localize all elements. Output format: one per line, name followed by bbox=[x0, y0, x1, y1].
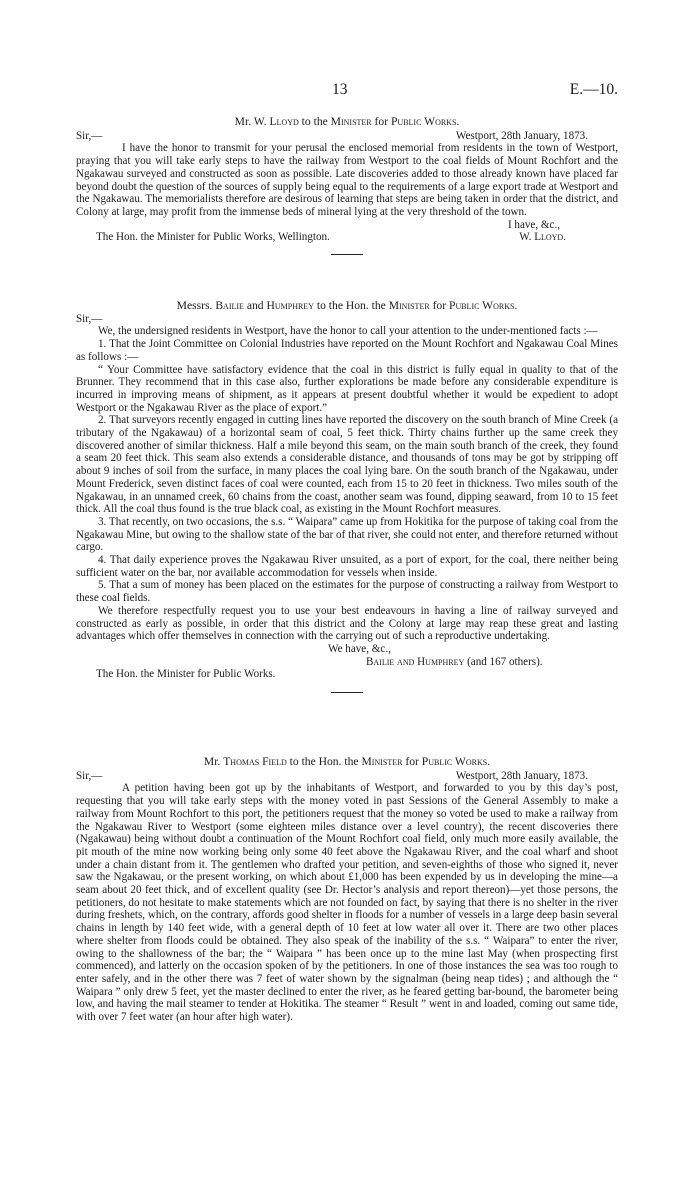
salutation: Sir,— bbox=[76, 312, 103, 325]
salutation-row bbox=[76, 770, 618, 783]
separator-rule bbox=[331, 254, 363, 255]
letter-body: I have the honor to transmit for your perusal the enclosed memorial from residents in the town of Westport, praying that you will take early steps to have the railway from Westport to the coal fields of Mount Rochfort and the Ngakawau surveyed and constructed as soon as possible. Late discoveries added to those already known have placed far beyond doubt the question of the sources of supply being equal to the requirements of a large export trade at Westport and the Ngakawau. The memorialists therefore are desirous of learning that steps are being taken in order that the district, and Colony at large, may profit from the immense beds of mineral lying at the very threshold of the town. bbox=[76, 142, 618, 218]
addressee-row bbox=[76, 231, 618, 244]
salutation-row bbox=[76, 130, 618, 143]
page-number: 13 bbox=[332, 81, 348, 98]
letter-lloyd bbox=[76, 116, 618, 255]
closing: I have, &c., bbox=[507, 218, 560, 231]
letter-bailie-humphrey bbox=[76, 300, 618, 693]
point-1: 1. That the Joint Committee on Colonial Industries have reported on the Mount Rochfort and Ngakawau Coal Mines as follows :— bbox=[76, 338, 618, 363]
letter-title: Messrs. Bailie and Humphrey to the Hon. the Minister for Public Works. bbox=[176, 299, 518, 312]
addressee: The Hon. the Minister for Public Works. bbox=[96, 668, 276, 681]
request-paragraph: We therefore respectfully request you to use your best endeavours in having a line of railway surveyed and constructed as early as possible, in order that this district and the Colony at large may reap these great and lasting advantages which offer themselves in connection with the carrying out of such a reproductive undertaking. bbox=[76, 604, 618, 643]
point-2: 2. That surveyors recently engaged in cutting lines have reported the discovery on the south branch of Mine Creek (a tributary of the Ngakawau) of a horizontal seam of coal, 5 feet thick. Thirty chains further up the same creek they discovered another of similar thickness. Half a mile beyond this seam, on the main south branch of the creek, they found a seam 20 feet thick. This seam also extends a considerable distance, and thousands of tons may be got by stripping off about 9 inches of soil from the surface, in many places the coal lying bare. On the south branch of the Ngakawau, under Mount Frederick, seven distinct faces of coal were counted, each from 15 to 20 feet in thickness. Two miles south of the Ngakawau, in an unnamed creek, 60 chains from the coast, another seam was found, dipping seaward, from 10 to 15 feet thick. All the coal thus found is the true black coal, as existing in the Mount Rochfort measures. bbox=[76, 414, 618, 516]
place-date: Westport, 28th January, 1873. bbox=[455, 129, 588, 142]
separator-rule bbox=[331, 692, 363, 693]
salutation: Sir,— bbox=[76, 129, 103, 142]
document-reference: E.—10. bbox=[569, 81, 618, 98]
intro-paragraph: We, the undersigned residents in Westport, have the honor to call your attention to the under-mentioned facts :— bbox=[98, 325, 598, 338]
letter-body: A petition having been got up by the inhabitants of Westport, and forwarded to you by this day’s post, requesting that you will take early steps with the money voted in past Sessions of the General Assembly to make a railway from Mount Rochfort to this port, the petitioners request that the money so voted be used to make a railway from the Ngakawau River to Westport (some eighteen miles distance over a level country), the recent discoveries there (Ngakawau) being without doubt a continuation of the Mount Rochfort coal field, only much more easily available, the pit mouth of the mine now working being only some 40 feet above the Ngakawau River, and the coal wharf and shoot under a chain distant from it. The gentlemen who drafted your petition, and seven-eighths of those who signed it, never saw the Ngakawau, or the present working, on which about £1,000 has been expended by us in developing the mine—a seam about 20 feet thick, and of excellent quality (see Dr. Hector’s analysis and report thereon)—yet those persons, the petitioners, do not hesitate to make statements which are not founded on fact, by saying that there is no shelter in the river during freshets, which, on the contrary, affords good shelter in floods for a number of vessels in a large deep basin several chains in length by 140 feet wide, with a general depth of 10 feet at low water all over it. There are two other places where shelter from floods could be obtained. They also speak of the inability of the s.s. “ Waipara” to enter the river, owing to the shallowness of the bar; the “ Waipara ” has been once up to the mine last May (when prospecting first commenced), and latterly on the occasion spoken of by the petitioners. In one of those instances the sea was too rough to enter safely, and in the other there was 7 feet of water shown by the signalman (being neap tides) ; and although the “ Waipara ” only drew 5 feet, yet the master declined to enter the river, as he feared getting bar-bound, the barometer being low, and having the mail steamer to tender at Hokitika. The steamer “ Result ” went in and loaded, coming out same tide, with over 7 feet water (an hour after high water). bbox=[76, 782, 618, 1024]
signature: Bailie and Humphrey (and 167 others). bbox=[366, 655, 543, 668]
signature: W. Lloyd. bbox=[519, 231, 566, 244]
committee-quote: “ Your Committee have satisfactory evidence that the coal in this district is fully equal in quality to that of the Brunner. They recommend that in this case also, further explorations be made before any considerable expenditure is incurred in improving means of shipment, as it appears at present doubtful whether it would be expedient to adopt Westport or the Ngakawau River as the place of export.” bbox=[76, 363, 618, 414]
letter-thomas-field bbox=[76, 756, 618, 1024]
addressee: The Hon. the Minister for Public Works, Wellington. bbox=[96, 231, 330, 244]
letter-title: Mr. Thomas Field to the Hon. the Minister for Public Works. bbox=[203, 755, 491, 768]
closing: We have, &c., bbox=[328, 642, 391, 655]
point-4: 4. That daily experience proves the Ngakawau River unsuited, as a port of export, for the coal, there neither being sufficient water on the bar, nor available accommodation for vessels when inside. bbox=[76, 554, 618, 579]
point-3: 3. That recently, on two occasions, the s.s. “ Waipara” came up from Hokitika for the purpose of taking coal from the Ngakawau Mine, but owing to the shallow state of the bar of that river, she could not enter, and therefore returned without cargo. bbox=[76, 515, 618, 554]
letter-title: Mr. W. Lloyd to the Minister for Public Works. bbox=[234, 115, 460, 128]
salutation: Sir,— bbox=[76, 769, 103, 782]
place-date: Westport, 28th January, 1873. bbox=[455, 769, 588, 782]
point-5: 5. That a sum of money has been placed on the estimates for the purpose of constructing a railway from Westport to these coal fields. bbox=[76, 579, 618, 605]
